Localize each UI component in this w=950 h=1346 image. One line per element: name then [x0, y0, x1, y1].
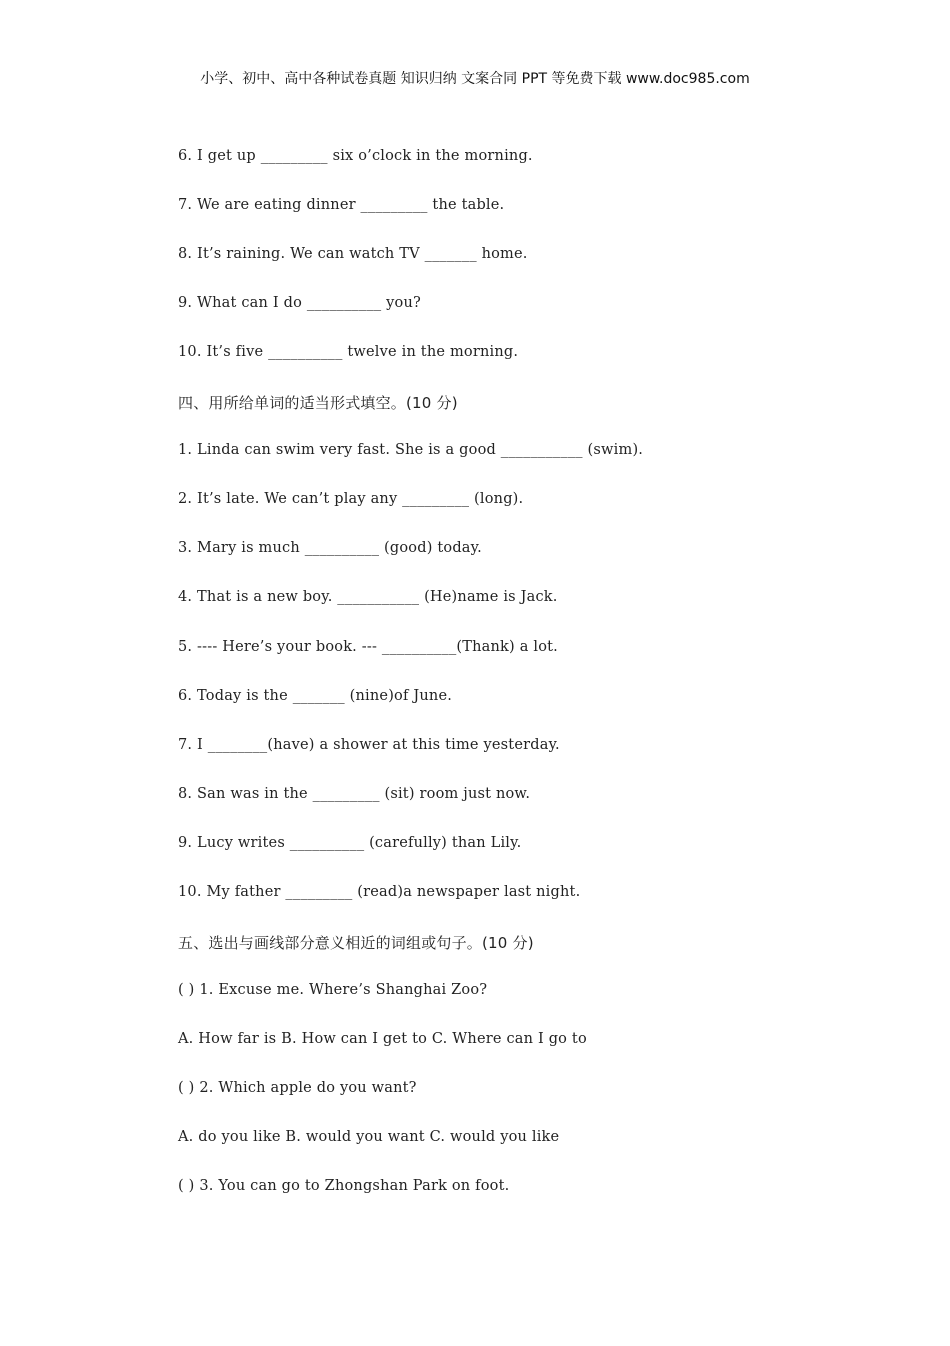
section4-heading: 四、用所给单词的适当形式填空。(10 分)	[178, 394, 458, 412]
question-s4-3: 3. Mary is much __________ (good) today.	[178, 540, 482, 556]
question-s4-1: 1. Linda can swim very fast. She is a good ___________ (swim).	[178, 442, 644, 458]
question-s3-8: 8. It’s raining. We can watch TV _______ home.	[178, 246, 528, 262]
question-s5-3: ( ) 3. You can go to Zhongshan Park on foot.	[178, 1178, 510, 1194]
question-s3-6: 6. I get up _________ six o’clock in the morning.	[178, 148, 533, 164]
question-s4-7: 7. I ________(have) a shower at this time yesterday.	[178, 737, 560, 753]
question-s4-6: 6. Today is the _______ (nine)of June.	[178, 688, 453, 704]
question-s3-7: 7. We are eating dinner _________ the table.	[178, 197, 505, 213]
question-s5-2: ( ) 2. Which apple do you want?	[178, 1080, 417, 1096]
question-s4-5: 5. ---- Here’s your book. --- __________(Thank) a lot.	[178, 639, 558, 655]
page-header: 小学、初中、高中各种试卷真题 知识归纳 文案合同 PPT 等免费下载 www.doc985.com	[200, 71, 750, 87]
question-s4-8: 8. San was in the _________ (sit) room just now.	[178, 786, 531, 802]
question-s5-2-options: A. do you like B. would you want C. would you like	[178, 1129, 560, 1145]
question-s5-1: ( ) 1. Excuse me. Where’s Shanghai Zoo?	[178, 982, 488, 998]
question-s4-4: 4. That is a new boy. ___________ (He)name is Jack.	[178, 589, 558, 605]
question-s4-2: 2. It’s late. We can’t play any _________ (long).	[178, 491, 524, 507]
question-s3-9: 9. What can I do __________ you?	[178, 295, 421, 311]
question-s5-1-options: A. How far is B. How can I get to C. Where can I go to	[178, 1031, 587, 1047]
question-s3-10: 10. It’s five __________ twelve in the morning.	[178, 344, 519, 360]
question-s4-9: 9. Lucy writes __________ (carefully) than Lily.	[178, 835, 522, 851]
section5-heading: 五、选出与画线部分意义相近的词组或句子。(10 分)	[178, 934, 534, 952]
question-s4-10: 10. My father _________ (read)a newspaper last night.	[178, 884, 581, 900]
